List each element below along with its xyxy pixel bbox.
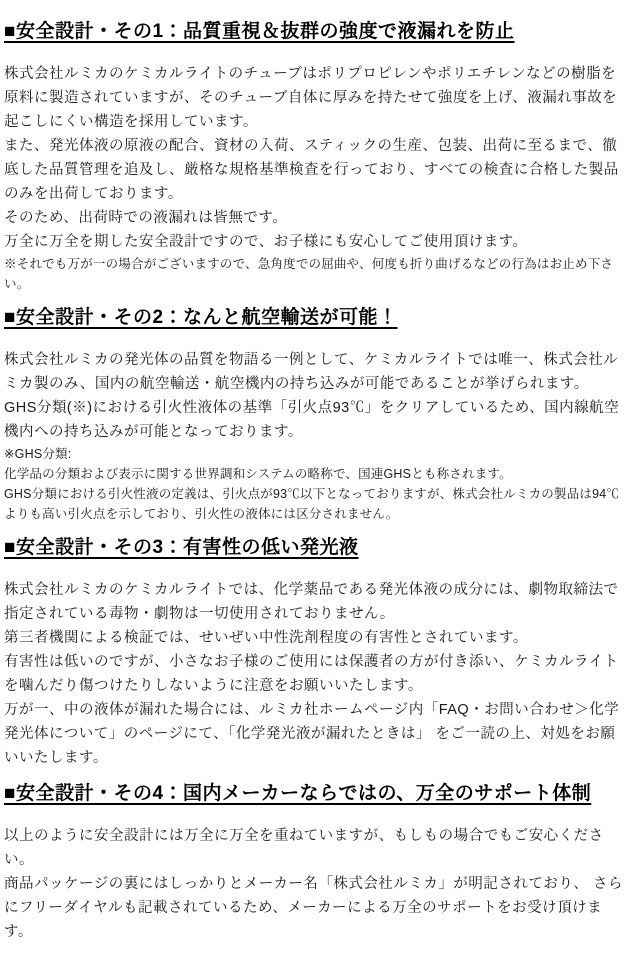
safety-section-1 <box>4 20 630 294</box>
section-heading: ■安全設計・その3：有害性の低い発光液 <box>4 537 359 558</box>
body-line: 有害性は低いのですが、小さなお子様のご使用には保護者の方が付き添い、ケミカルライトを噛んだり傷つけたりしないように注意をお願いいたします。 <box>4 654 619 694</box>
safety-document <box>4 20 630 944</box>
body-line: 以上のように安全設計には万全に万全を重ねていますが、もしもの場合でもご安心ください。 <box>4 828 604 868</box>
body-line: 万全に万全を期した安全設計ですので、お子様にも安心してご使用頂けます。 <box>4 234 528 250</box>
body-line: GHS分類(※)における引火性液体の基準「引火点93℃」をクリアしているため、国内線航空機内への持ち込みが可能となっております。 <box>4 400 620 440</box>
section-body <box>4 348 630 444</box>
section-body <box>4 62 630 254</box>
section-heading: ■安全設計・その2：なんと航空輸送が可能！ <box>4 307 398 328</box>
safety-section-4 <box>4 782 630 944</box>
note-line: ※それでも万が一の場合がございますので、急角度での屈曲や、何度も折り曲げるなどの行為はお止め下さい。 <box>4 257 614 291</box>
body-line: また、発光体液の原液の配合、資材の入荷、スティックの生産、包装、出荷に至るまで、徹底した品質管理を追及し、厳格な規格基準検査を行っており、すべての検査に合格した製品のみを出荷しております。 <box>4 138 619 202</box>
body-line: 株式会社ルミカの発光体の品質を物語る一例として、ケミカルライトでは唯一、株式会社ルミカ製のみ、国内の航空輸送・航空機内の持ち込みが可能であることが挙げられます。 <box>4 352 619 392</box>
note-line: 化学品の分類および表示に関する世界調和システムの略称で、国連GHSとも称されます。 <box>4 467 512 481</box>
body-line: そのため、出荷時での液漏れは皆無です。 <box>4 210 288 226</box>
note-line: GHS分類における引火性液の定義は、引火点が93℃以下となっておりますが、株式会社ルミカの製品は94℃よりも高い引火点を示しており、引火性の液体には区分されません。 <box>4 487 620 521</box>
section-heading: ■安全設計・その1：品質重視＆抜群の強度で液漏れを防止 <box>4 21 515 42</box>
section-notes <box>4 444 630 524</box>
sections-container <box>4 20 630 944</box>
body-line: 商品パッケージの裏にはしっかりとメーカー名「株式会社ルミカ」が明記されており、 さらにフリーダイヤルも記載されているため、メーカーによる万全のサポートをお受け頂けます。 <box>4 876 623 940</box>
body-line: 第三者機関による検証では、せいぜい中性洗剤程度の有害性とされています。 <box>4 630 528 646</box>
note-line: ※GHS分類: <box>4 447 72 461</box>
body-line: 万が一、中の液体が漏れた場合には、ルミカ社ホームページ内「FAQ・お問い合わせ＞化学発光体について」のページにて、「化学発光液が漏れたときは」 をご一読の上、対処をお願いいたします。 <box>4 702 620 766</box>
section-body <box>4 824 630 944</box>
body-line: 株式会社ルミカのケミカルライトのチューブはポリプロピレンやポリエチレンなどの樹脂を原料に製造されていますが、そのチューブ自体に厚みを持たせて強度を上げ、液漏れ事故を起こしにくい構造を採用しています。 <box>4 66 618 130</box>
safety-section-3 <box>4 536 630 770</box>
section-heading: ■安全設計・その4：国内メーカーならではの、万全のサポート体制 <box>4 783 592 804</box>
body-line: 株式会社ルミカのケミカルライトでは、化学薬品である発光体液の成分には、劇物取締法で指定されている毒物・劇物は一切使用されておりません。 <box>4 582 619 622</box>
section-body <box>4 578 630 770</box>
section-notes <box>4 254 630 294</box>
safety-section-2 <box>4 306 630 524</box>
